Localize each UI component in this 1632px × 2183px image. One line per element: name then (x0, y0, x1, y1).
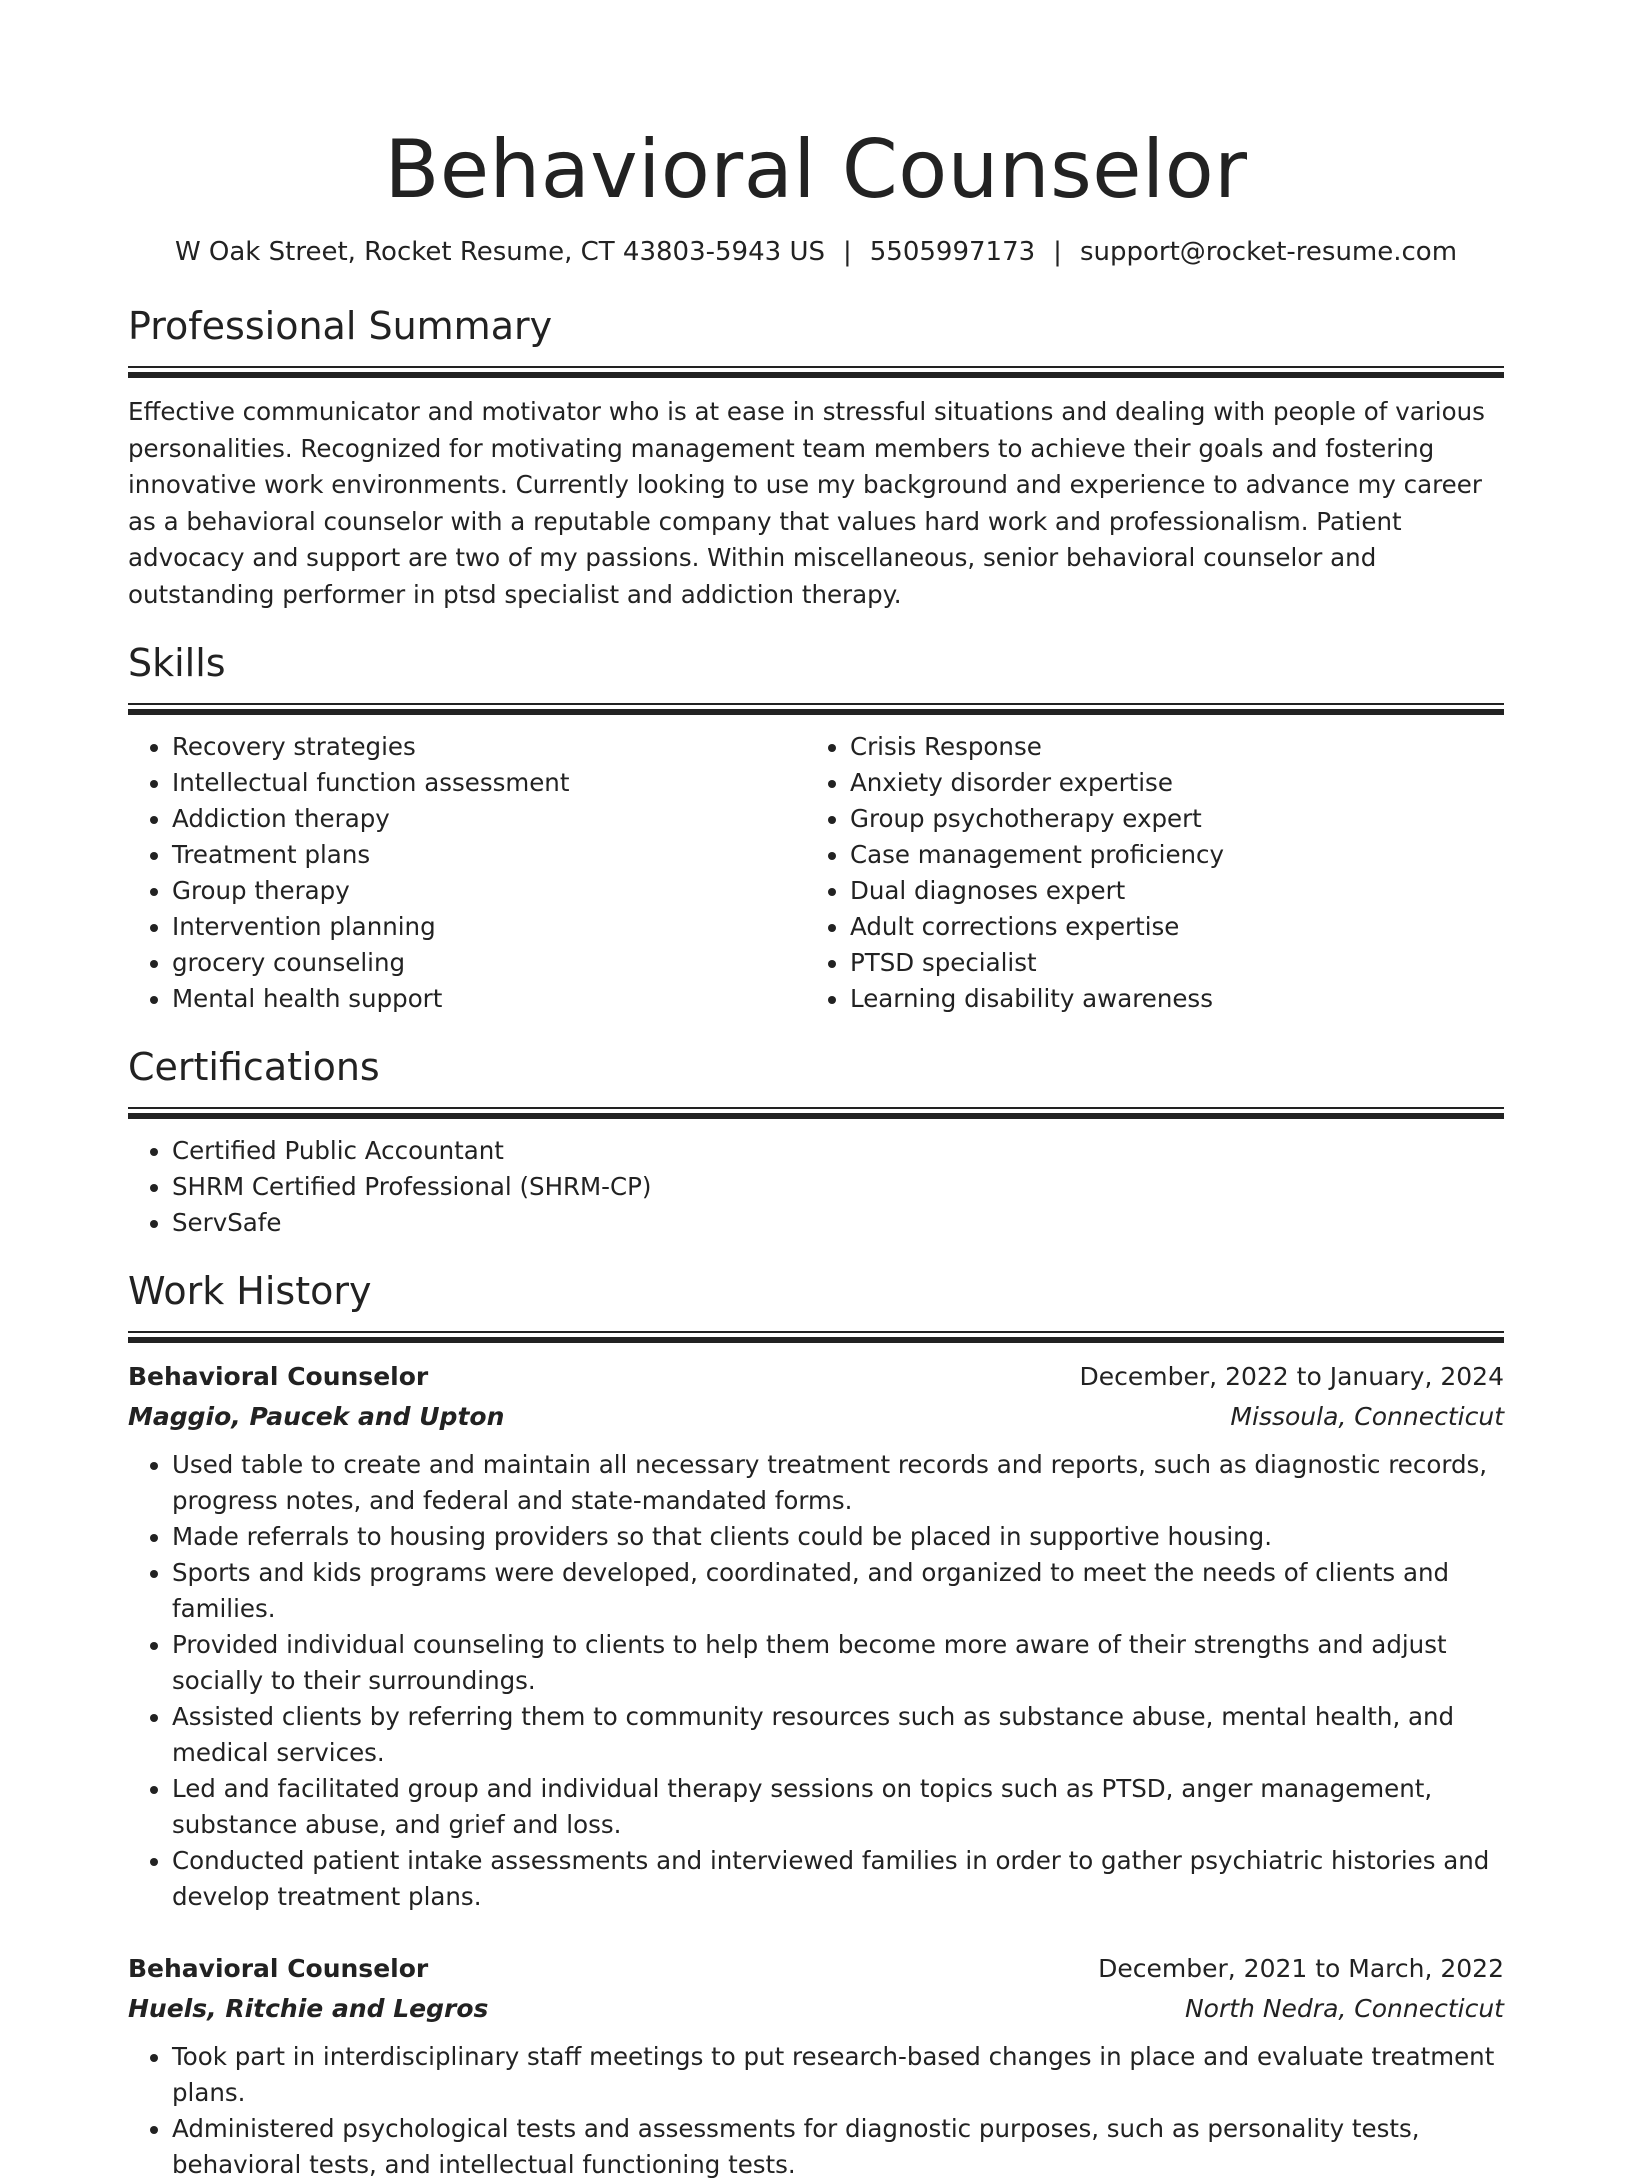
job-bullet: • Used table to create and maintain all necessary treatment records and reports, such as diagnostic records, progress notes, and federal and state-mandated forms. (172, 1447, 1504, 1519)
skill-item: • Dual diagnoses expert (850, 873, 1484, 909)
skills-list-left (128, 729, 806, 1017)
contact-email: support@rocket-resume.com (1079, 237, 1458, 267)
contact-line (128, 234, 1504, 270)
skill-item: • Adult corrections expertise (850, 909, 1484, 945)
skill-item: • Crisis Response (850, 729, 1484, 765)
job-header-row (128, 1357, 1504, 1397)
job-location: North Nedra, Connecticut (1184, 1994, 1504, 2023)
job-bullet: • Conducted patient intake assessments and interviewed families in order to gather psychiatric histories and develop treatment plans. (172, 1843, 1504, 1915)
job-bullets (128, 1447, 1504, 1915)
job-bullet: • Assisted clients by referring them to community resources such as substance abuse, mental health, and medical services. (172, 1699, 1504, 1771)
skill-item: • Treatment plans (172, 837, 806, 873)
section-title-skills: Skills (128, 641, 226, 685)
job-title: Behavioral Counselor (128, 1362, 429, 1391)
section-divider (128, 1107, 1504, 1119)
skill-item: • Anxiety disorder expertise (850, 765, 1484, 801)
section-divider (128, 366, 1504, 378)
skills-list-right (806, 729, 1484, 1017)
skill-item: • Intervention planning (172, 909, 806, 945)
job-bullet: • Led and facilitated group and individual therapy sessions on topics such as PTSD, anger management, substance abuse, and grief and loss. (172, 1771, 1504, 1843)
contact-separator: | (1053, 237, 1062, 267)
certification-item: • SHRM Certified Professional (SHRM-CP) (172, 1169, 1504, 1205)
section-title-summary: Professional Summary (128, 304, 553, 348)
skill-item: • Group psychotherapy expert (850, 801, 1484, 837)
job-bullets (128, 2039, 1504, 2183)
resume-page (128, 0, 1504, 2183)
skills-section (128, 637, 1504, 1017)
job-dates: December, 2021 to March, 2022 (1098, 1954, 1504, 1983)
skill-item: • Intellectual function assessment (172, 765, 806, 801)
resume-name: Behavioral Counselor (384, 123, 1248, 216)
certification-item: • Certified Public Accountant (172, 1133, 1504, 1169)
job-company: Huels, Ritchie and Legros (128, 1994, 489, 2023)
section-title-certifications: Certifications (128, 1045, 380, 1089)
skill-item: • Recovery strategies (172, 729, 806, 765)
job-company-row (128, 1989, 1504, 2029)
certification-item: • ServSafe (172, 1205, 1504, 1241)
contact-separator: | (842, 237, 852, 267)
skill-item: • PTSD specialist (850, 945, 1484, 981)
job-dates: December, 2022 to January, 2024 (1079, 1362, 1504, 1391)
section-divider (128, 1331, 1504, 1343)
job-location: Missoula, Connecticut (1230, 1402, 1504, 1431)
section-title-work-history: Work History (128, 1269, 372, 1313)
skill-item: • grocery counseling (172, 945, 806, 981)
skill-item: • Group therapy (172, 873, 806, 909)
certifications-section (128, 1041, 1504, 1241)
skills-grid (128, 729, 1504, 1017)
job-entry (128, 1357, 1504, 1915)
work-history-section (128, 1265, 1504, 2183)
job-bullet: • Provided individual counseling to clients to help them become more aware of their strengths and adjust socially to their surroundings. (172, 1627, 1504, 1699)
skill-item: • Mental health support (172, 981, 806, 1017)
contact-address: W Oak Street, Rocket Resume, CT 43803-5943 US (174, 237, 825, 267)
summary-text: Effective communicator and motivator who is at ease in stressful situations and dealing with people of various personalities. Recognized for motivating management team members to achieve their goals and fostering innovative work environments. Currently looking to use my background and experience to advance my career as a behavioral counselor with a reputable company that values hard work and professionalism. Patient advocacy and support are two of my passions. Within miscellaneous, senior behavioral counselor and outstanding performer in ptsd specialist and addiction therapy. (128, 397, 1485, 609)
skill-item: • Learning disability awareness (850, 981, 1484, 1017)
job-title: Behavioral Counselor (128, 1954, 429, 1983)
job-entry (128, 1949, 1504, 2183)
job-bullet: • Administered psychological tests and assessments for diagnostic purposes, such as personality tests, behavioral tests, and intellectual functioning tests. (172, 2111, 1504, 2183)
skill-item: • Addiction therapy (172, 801, 806, 837)
job-header-row (128, 1949, 1504, 1989)
job-company: Maggio, Paucek and Upton (128, 1402, 505, 1431)
section-divider (128, 703, 1504, 715)
certifications-list (128, 1133, 1504, 1241)
skill-item: • Case management proficiency (850, 837, 1484, 873)
summary-section (128, 300, 1504, 613)
job-company-row (128, 1397, 1504, 1437)
job-bullet: • Made referrals to housing providers so that clients could be placed in supportive housing. (172, 1519, 1504, 1555)
job-bullet: • Sports and kids programs were developed, coordinated, and organized to meet the needs of clients and families. (172, 1555, 1504, 1627)
contact-phone: 5505997173 (869, 237, 1036, 267)
job-bullet: • Took part in interdisciplinary staff meetings to put research-based changes in place and evaluate treatment plans. (172, 2039, 1504, 2111)
